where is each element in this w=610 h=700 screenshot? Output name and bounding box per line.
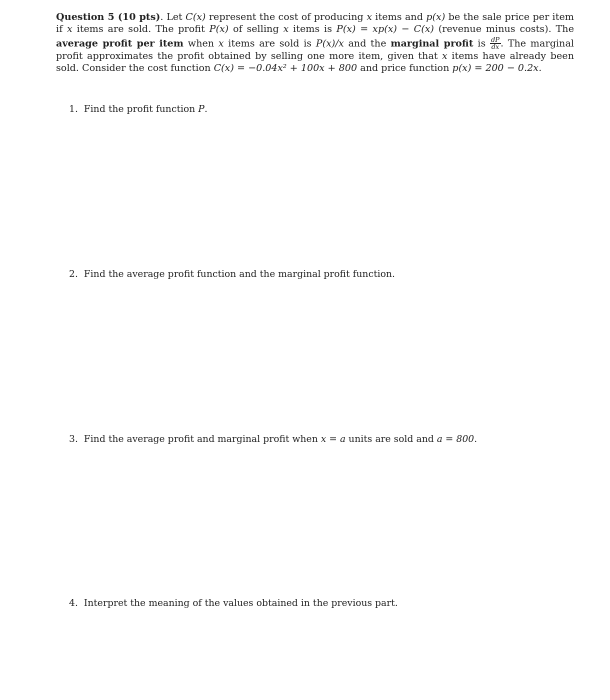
- question-number: 2.: [69, 269, 78, 280]
- price-function: p(x) = 200 − 0.2x: [452, 63, 539, 75]
- question-heading: Question 5 (10 pts): [56, 12, 161, 23]
- average-profit-definition: P(x)/x: [315, 38, 344, 50]
- profit-symbol: P(x): [209, 24, 229, 36]
- marginal-profit-term: marginal profit: [390, 38, 474, 50]
- question-item-3: 3. Find the average profit and marginal profit when x = a units are sold and a = 800.: [69, 434, 478, 445]
- cost-function: C(x) = −0.04x² + 100x + 800: [213, 63, 358, 75]
- question-item-4: 4. Interpret the meaning of the values obtained in the previous part.: [69, 598, 398, 609]
- question-item-2: 2. Find the average profit function and the marginal profit function.: [69, 269, 396, 280]
- profit-definition: P(x) = xp(x) − C(x): [336, 24, 435, 36]
- question-number: 3.: [69, 434, 78, 445]
- cost-symbol: C(x): [185, 12, 206, 23]
- question-number: 4.: [69, 598, 78, 609]
- average-profit-term: average profit per item: [56, 38, 184, 50]
- question-intro: Question 5 (10 pts). Let C(x) represent the cost of producing x items and p(x) be the sale price per item if x items are sold. The profit P(x) of selling x items is P(x) = xp(x) − C(x) (revenue minus costs). The average profit per item when x items are sold is P(x)/x and the marginal profit is $\frac{dP}{dx}$ . The marginal profit approximates the profit obtained by selling one more item, given that x items have already been sold. Consider the cost function C(x) = −0.04x² + 100x + 800 and price function p(x) = 200 − 0.2x.: [56, 12, 575, 75]
- price-symbol: p(x): [426, 12, 446, 23]
- derivative-fraction: $\frac{dP}{dx}$: [490, 35, 500, 52]
- question-item-1: 1. Find the profit function P.: [69, 104, 208, 115]
- question-number: 1.: [69, 104, 78, 115]
